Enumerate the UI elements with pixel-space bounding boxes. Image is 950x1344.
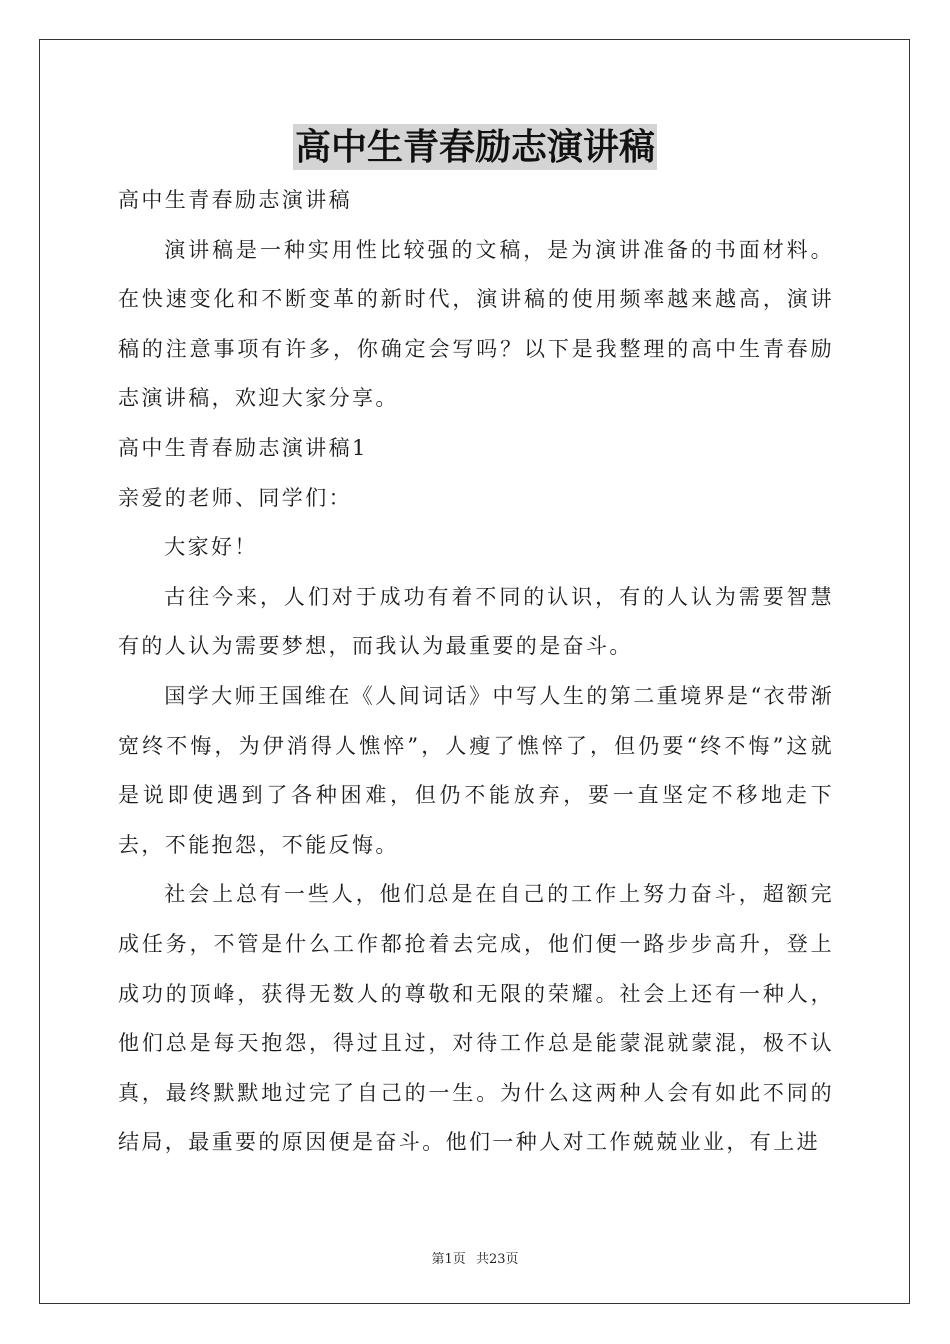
page-footer xyxy=(0,1248,950,1267)
paragraph: 社会上总有一些人，他们总是在自己的工作上努力奋斗，超额完成任务，不管是什么工作都抢着去完成，他们便一路步步高升，登上成功的顶峰，获得无数人的尊敬和无限的荣耀。社会上还有一种人，他们总是每天抱怨，得过且过，对待工作总是能蒙混就蒙混，极不认真，最终默默地过完了自己的一生。为什么这两种人会有如此不同的结局，最重要的原因便是奋斗。他们一种人对工作兢兢业业，有上进 xyxy=(118,882,834,1155)
paragraph: 高中生青春励志演讲稿1 xyxy=(118,435,368,460)
paragraph: 国学大师王国维在《人间词话》中写人生的第二重境界是“衣带渐宽终不悔，为伊消得人憔悴”，人瘦了憔悴了，但仍要“终不悔”这就是说即使遇到了各种困难，但仍不能放弃，要一直坚定不移地走下去，不能抱怨，不能反悔。 xyxy=(118,683,834,857)
paragraph: 大家好！ xyxy=(164,535,258,560)
paragraph: 高中生青春励志演讲稿 xyxy=(118,188,352,212)
document-title: 高中生青春励志演讲稿 xyxy=(294,126,655,168)
paragraph: 演讲稿是一种实用性比较强的文稿，是为演讲准备的书面材料。在快速变化和不断变革的新时代，演讲稿的使用频率越来越高，演讲稿的注意事项有许多，你确定会写吗？以下是我整理的高中生青春励志演讲稿，欢迎大家分享。 xyxy=(118,237,834,411)
paragraph: 古往今来，人们对于成功有着不同的认识，有的人认为需要智慧有的人认为需要梦想，而我认为最重要的是奋斗。 xyxy=(118,584,834,659)
document-body xyxy=(118,176,834,1168)
title-container xyxy=(0,124,950,170)
paragraph: 亲爱的老师、同学们： xyxy=(118,485,352,510)
page-total: 共23页 xyxy=(475,1252,519,1267)
page-number: 第1页 xyxy=(431,1252,466,1267)
